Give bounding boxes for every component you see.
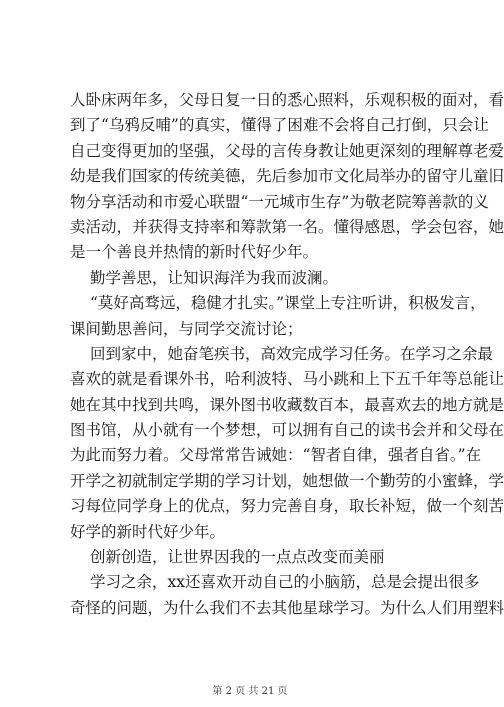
text-line: 好学的新时代好少年。 bbox=[70, 522, 226, 541]
section-heading: 勤学善思，让知识海洋为我而波澜。 bbox=[90, 268, 339, 287]
text-line: 到了“乌鸦反哺”的真实，懂得了困难不会将自己打倒，只会让 bbox=[70, 116, 489, 135]
text-line: 幼是我们国家的传统美德，先后参加市文化局举办的留守儿童旧 bbox=[70, 167, 504, 186]
text-line: 图书馆，从小就有一个梦想，可以拥有自己的读书会并和父母在 bbox=[70, 421, 504, 440]
text-line: 开学之初就制定学期的学习计划，她想做一个勤劳的小蜜蜂，学 bbox=[70, 471, 504, 490]
text-line: 回到家中，她奋笔疾书，高效完成学习任务。在学习之余最 bbox=[90, 344, 494, 363]
section-heading: 创新创造，让世界因我的一点点改变而美丽 bbox=[90, 548, 385, 567]
text-line: 奇怪的问题，为什么我们不去其他星球学习。为什么人们用塑料 bbox=[70, 598, 504, 617]
page-footer: 第 2 页 共 21 页 bbox=[212, 686, 288, 697]
text-line: 卖活动，并获得支持率和筹款第一名。懂得感恩，学会包容，她 bbox=[70, 217, 504, 236]
text-line: 学习之余，xx还喜欢开动自己的小脑筋，总是会提出很多 bbox=[90, 573, 480, 592]
text-line: 物分享活动和市爱心联盟“一元城市生存”为敬老院筹善款的义 bbox=[70, 192, 489, 211]
text-line: “莫好高骛远，稳健才扎实。”课堂上专注听讲，积极发言， bbox=[90, 294, 486, 313]
text-line: 喜欢的就是看课外书，哈利波特、马小跳和上下五千年等总能让 bbox=[70, 370, 504, 389]
text-line: 是一个善良并热情的新时代好少年。 bbox=[70, 243, 319, 262]
document-body bbox=[70, 88, 504, 621]
text-line: 自己变得更加的坚强，父母的言传身教让她更深刻的理解尊老爱 bbox=[70, 141, 504, 160]
text-line: 课间勤思善问，与同学交流讨论； bbox=[70, 319, 303, 338]
text-line: 为此而努力着。父母常常告诫她：“智者自律，强者自省。”在 bbox=[70, 446, 482, 465]
text-line: 习每位同学身上的优点，努力完善自身，取长补短，做一个刻苦 bbox=[70, 497, 504, 516]
text-line: 她在其中找到共鸣，课外图书收藏数百本，最喜欢去的地方就是 bbox=[70, 395, 504, 414]
text-line: 人卧床两年多，父母日复一日的悉心照料，乐观积极的面对，看 bbox=[70, 91, 504, 109]
